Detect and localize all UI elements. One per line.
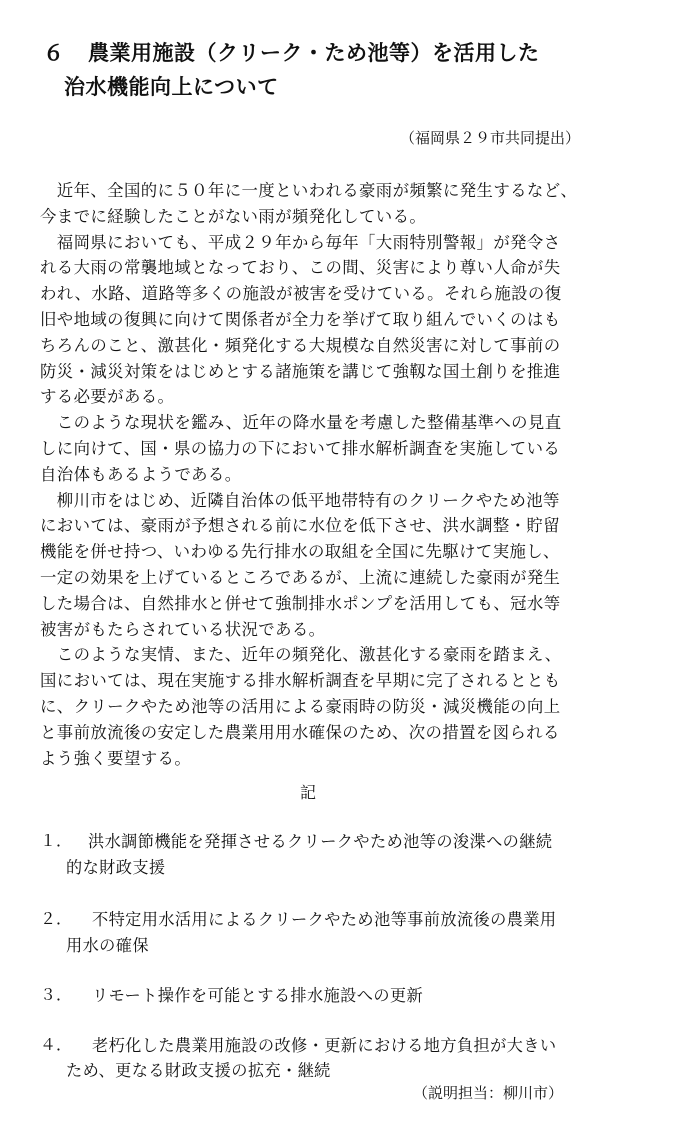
request-text-cont: ため、更なる財政支援の拡充・継続 [66, 1061, 331, 1080]
body-line: 国においては、現在実施する排水解析調査を早期に完了されるととも [40, 671, 561, 691]
request-text: 不特定用水活用によるクリークやため池等事前放流後の農業用 [92, 910, 557, 929]
request-text: 洪水調節機能を発揮させるクリークやため池等の浚渫への継続 [88, 832, 553, 851]
body-line: 被害がもたらされている状況である。 [40, 619, 326, 639]
body-line: 近年、全国的に５０年に一度といわれる豪雨が頻繁に発生するなど、 [40, 181, 578, 200]
body-line: と事前放流後の安定した農業用用水確保のため、次の措置を図られる [40, 722, 560, 742]
body-line: 機能を併せ持つ、いわゆる先行排水の取組を全国に先駆けて実施し、 [40, 542, 560, 562]
request-text: 老朽化した農業用施設の改修・更新における地方負担が大きい [92, 1036, 557, 1055]
body-line: われ、水路、道路等多くの施設が被害を受けている。それら施設の復 [40, 284, 562, 304]
body-line: に、クリークやため池等の活用による豪雨時の防災・減災機能の向上 [40, 696, 561, 716]
contact: （説明担当：柳川市） [413, 1084, 564, 1102]
body-line: する必要がある。 [40, 387, 175, 407]
title-line-2: 治水機能向上について [64, 75, 279, 99]
title-number: ６ [43, 41, 64, 65]
body-line: このような現状を鑑み、近年の降水量を考慮した整備基準への見直 [40, 413, 562, 433]
body-line: 柳川市をはじめ、近隣自治体の低平地帯特有のクリークやため池等 [40, 490, 560, 510]
body-line: よう強く要望する。 [40, 748, 192, 768]
body-line: れる大雨の常襲地域となっており、この間、災害により尊い人命が失 [40, 258, 561, 278]
body-line: 今までに経験したことがない雨が頻発化している。 [40, 206, 427, 226]
request-text: リモート操作を可能とする排水施設への更新 [92, 986, 424, 1005]
request-text-cont: 的な財政支援 [66, 858, 166, 877]
request-number: ２． [40, 909, 73, 928]
body-line: した場合は、自然排水と併せて強制排水ポンプを活用しても、冠水等 [40, 593, 561, 613]
body-line: 一定の効果を上げているところであるが、上流に連続した豪雨が発生 [40, 567, 561, 587]
request-text-cont: 用水の確保 [66, 936, 149, 955]
body-line: 防災・減災対策をはじめとする諸施策を講じて強靱な国土創りを推進 [40, 361, 561, 381]
ki-heading: 記 [300, 783, 317, 802]
body-text [40, 178, 640, 771]
submitter: （福岡県２９市共同提出） [400, 129, 581, 147]
body-line: においては、豪雨が予想される前に水位を低下させ、洪水調整・貯留 [40, 516, 561, 536]
body-line: しに向けて、国・県の協力の下において排水解析調査を実施している [40, 438, 561, 458]
body-line: このような実情、また、近年の頻発化、激甚化する豪雨を踏まえ、 [40, 645, 562, 665]
request-number: ４． [40, 1035, 73, 1054]
body-line: 福岡県においても、平成２９年から毎年「大雨特別警報」が発令さ [40, 232, 561, 252]
title-line-1: 農業用施設（クリーク・ため池等）を活用した [88, 41, 540, 65]
body-line: ちろんのこと、激甚化・頻発化する大規模な自然災害に対して事前の [40, 335, 561, 355]
body-line: 自治体もあるようである。 [40, 464, 242, 484]
request-number: ３． [40, 985, 73, 1004]
body-line: 旧や地域の復興に向けて関係者が全力を挙げて取り組んでいくのはも [40, 309, 561, 329]
request-number: １． [40, 831, 73, 850]
